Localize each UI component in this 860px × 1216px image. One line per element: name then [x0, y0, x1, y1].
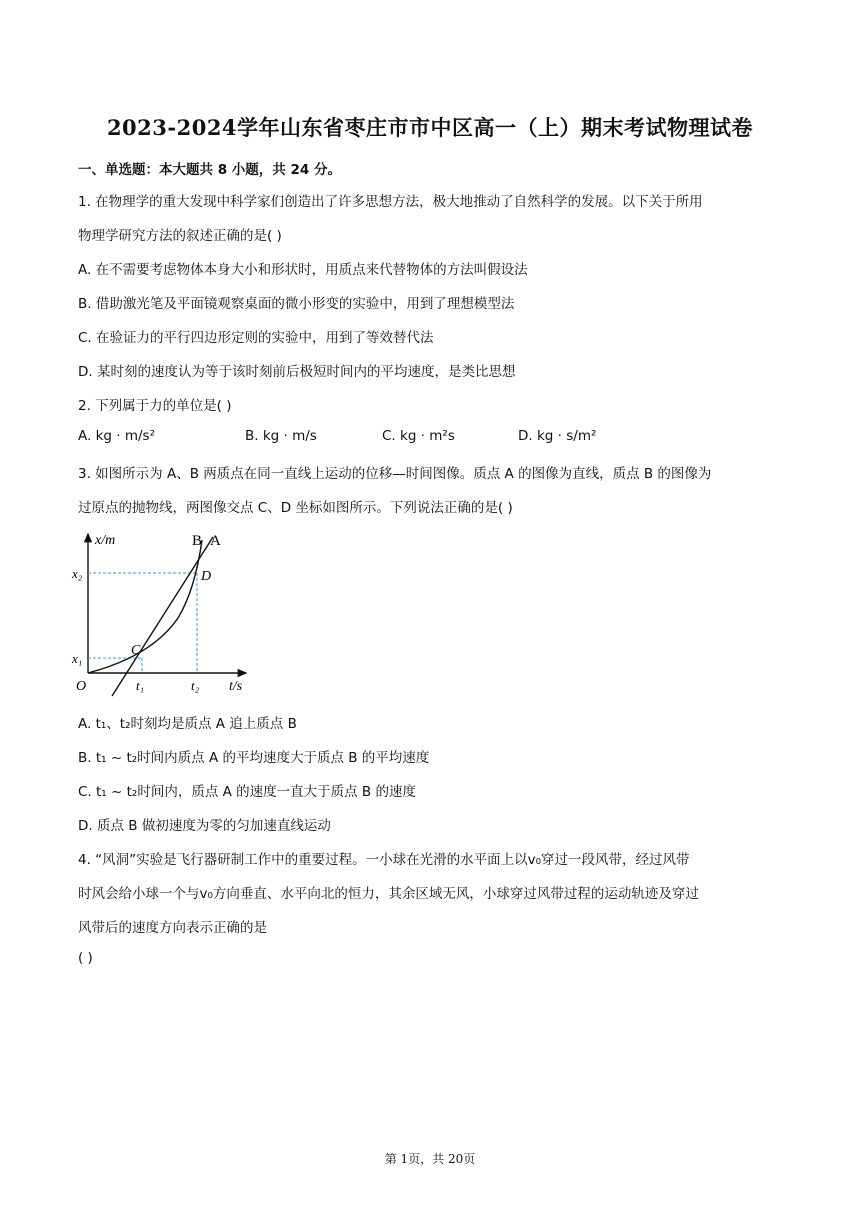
- x1-tick-label: x₁: [72, 651, 83, 666]
- q3-option-c: C. t₁ ~ t₂时间内，质点 A 的速度一直大于质点 B 的速度: [78, 784, 416, 800]
- q2-option-d: D. kg · s/m²: [518, 428, 597, 444]
- q4-stem-line3: 风带后的速度方向表示正确的是: [78, 920, 267, 936]
- q1-stem-line2: 物理学研究方法的叙述正确的是( ): [78, 228, 282, 244]
- q2-option-b: B. kg · m/s: [245, 428, 317, 444]
- point-d-label: D: [201, 569, 212, 584]
- q3-stem-line2: 过原点的抛物线，两图像交点 C、D 坐标如图所示。下列说法正确的是( ): [78, 500, 513, 516]
- q4-stem-line1: 4. “风洞”实验是飞行器研制工作中的重要过程。一小球在光滑的水平面上以v₀穿过一段风带，经过风带: [78, 852, 690, 868]
- q3-stem-line1: 3. 如图所示为 A、B 两质点在同一直线上运动的位移—时间图像。质点 A 的图像为直线，质点 B 的图像为: [78, 466, 712, 482]
- parabola-b: [88, 540, 202, 673]
- q3-option-d: D. 质点 B 做初速度为零的匀加速直线运动: [78, 818, 331, 834]
- q2-option-a: A. kg · m/s²: [78, 428, 155, 444]
- q1-option-c: C. 在验证力的平行四边形定则的实验中，用到了等效替代法: [78, 330, 434, 346]
- q1-stem-line1: 1. 在物理学的重大发现中科学家们创造出了许多思想方法，极大地推动了自然科学的发展。以下关于所用: [78, 194, 703, 210]
- y-axis-label: x/m: [95, 533, 116, 548]
- x-axis-label: t/s: [229, 679, 243, 694]
- point-c-label: C: [131, 643, 141, 658]
- q2-option-c: C. kg · m²s: [382, 428, 455, 444]
- q3-xt-graph: [72, 528, 258, 698]
- origin-label: O: [76, 679, 87, 694]
- curve-label-a: A: [210, 533, 221, 549]
- page-footer: 第 1页，共 20页: [384, 1152, 476, 1166]
- q3-option-a: A. t₁、t₂时刻均是质点 A 追上质点 B: [78, 716, 297, 732]
- t2-tick-label: t₂: [191, 678, 200, 693]
- x2-tick-label: x₂: [72, 566, 83, 581]
- section-heading: 一、单选题：本大题共 8 小题，共 24 分。: [78, 162, 341, 178]
- t1-tick-label: t₁: [136, 678, 145, 693]
- q3-option-b: B. t₁ ~ t₂时间内质点 A 的平均速度大于质点 B 的平均速度: [78, 750, 430, 766]
- exam-title: 2023-2024学年山东省枣庄市市中区高一（上）期末考试物理试卷: [106, 115, 754, 140]
- q1-option-b: B. 借助激光笔及平面镜观察桌面的微小形变的实验中，用到了理想模型法: [78, 296, 515, 312]
- q4-answer-bracket: ( ): [78, 950, 93, 966]
- q2-stem: 2. 下列属于力的单位是( ): [78, 398, 232, 414]
- curve-label-b: B: [192, 533, 203, 549]
- q4-stem-line2: 时风会给小球一个与v₀方向垂直、水平向北的恒力，其余区域无风，小球穿过风带过程的运动轨迹及穿过: [78, 886, 699, 902]
- q1-option-d: D. 某时刻的速度认为等于该时刻前后极短时间内的平均速度，是类比思想: [78, 364, 516, 380]
- q1-option-a: A. 在不需要考虑物体本身大小和形状时，用质点来代替物体的方法叫假设法: [78, 262, 528, 278]
